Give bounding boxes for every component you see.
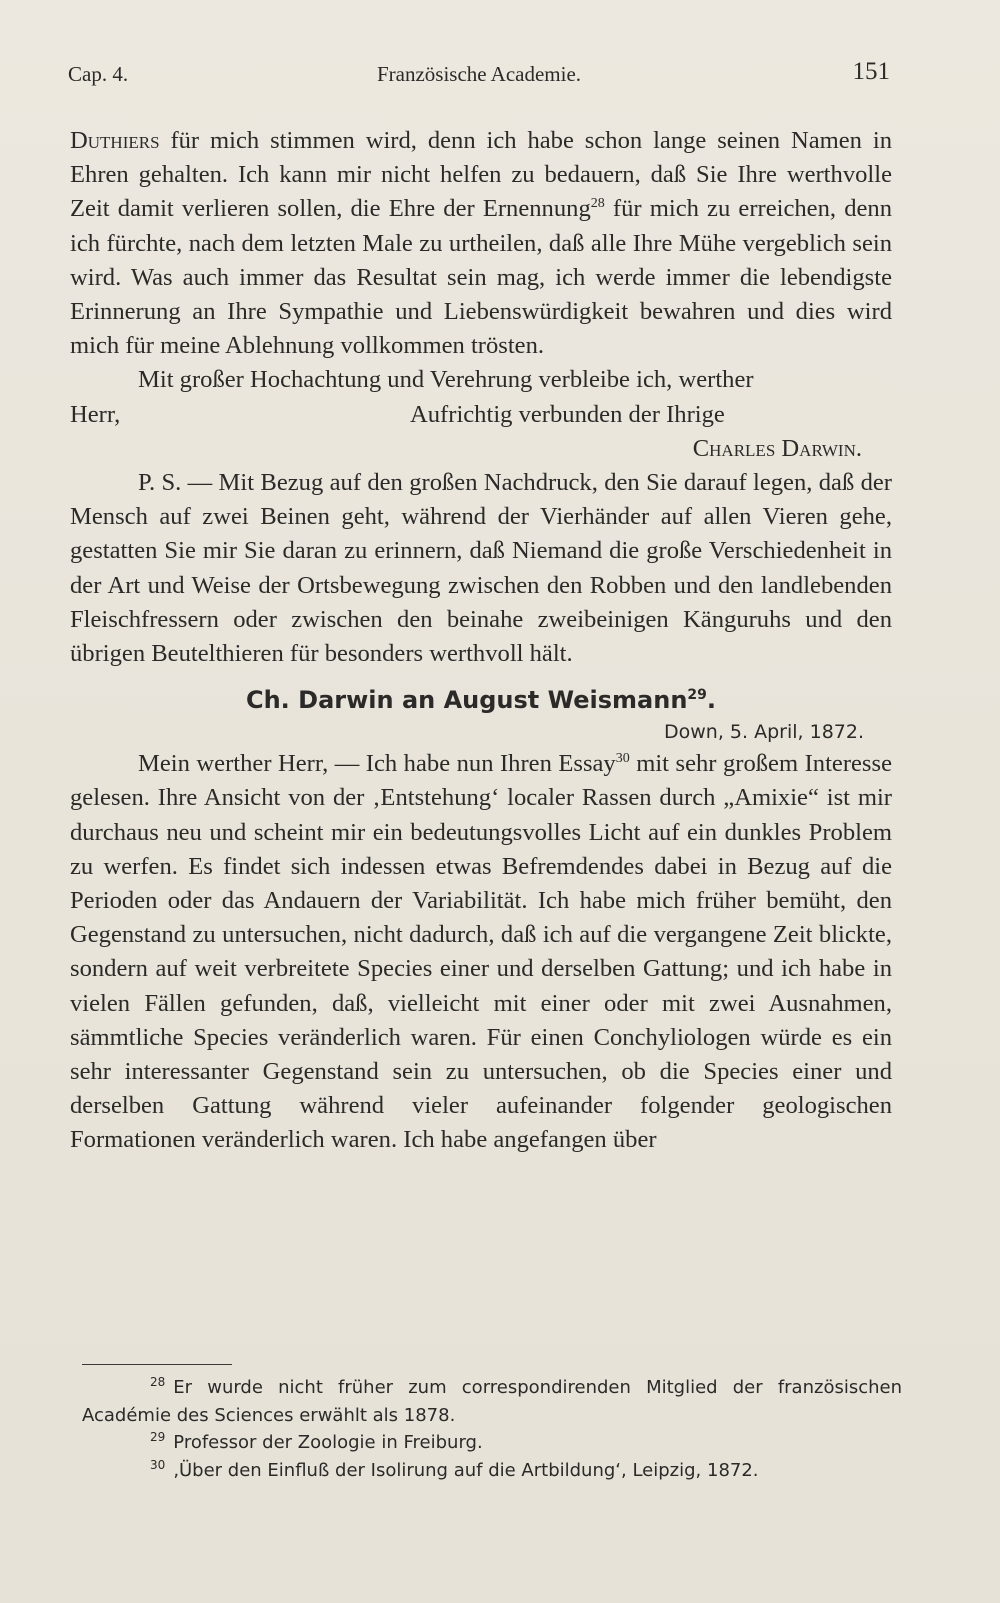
letter2-dateline: Down, 5. April, 1872. (664, 721, 864, 744)
running-header (68, 58, 890, 92)
footnote-29: $^{29}$ Professor der Zoologie in Freiburg. (150, 1430, 483, 1453)
footnote-rule (82, 1364, 232, 1365)
signature: Charles Darwin. (692, 434, 862, 462)
footnotes (82, 1374, 902, 1484)
running-title: Französische Academie. (376, 62, 582, 86)
closing-herr: Herr, (70, 400, 121, 428)
footnote-ref-30: 30 (615, 751, 630, 767)
footnote-ref-28: 28 (590, 196, 605, 212)
letter1-closing (70, 398, 892, 432)
letter1-paragraph-2: Mit großer Hochachtung und Verehrung verbleibe ich, werther (138, 366, 754, 394)
closing-sincerely: Aufrichtig verbunden der Ihrige (410, 400, 725, 428)
main-text (70, 124, 892, 1158)
chapter-label: Cap. 4. (68, 62, 129, 86)
footnote-28: $^{28}$ Er wurde nicht früher zum correspondirenden Mitglied der französischen Académie des Sciences erwählt als 1878. (82, 1375, 902, 1426)
footnote-30: $^{30}$ ‚Über den Einfluß der Isolirung auf die Artbildung‘, Leipzig, 1872. (150, 1457, 759, 1481)
letter2-heading: Ch. Darwin an August Weismann$^{29}$. (245, 686, 717, 715)
page-number: 151 (852, 58, 890, 85)
letter2-paragraph-1: Mein werther Herr, — Ich habe nun Ihren Essay$^{30}$ mit sehr großem Interesse gelesen. Ihre Ansicht von der ‚Entstehung‘ localer Rassen durch „Amixie“ ist mir durchaus neu und scheint mir ein bedeutungsvolles Licht auf ein dunkles Problem zu werfen. Es findet sich indessen etwas Befremdendes dabei in Bezug auf die Perioden oder das Andauern der Variabilität. Ich habe mich früher bemüht, den Gegenstand zu untersuchen, nicht dadurch, daß ich auf die vergangene Zeit blickte, sondern auf weit verbreitete Species einer und derselben Gattung; und ich habe in vielen Fällen gefunden, daß, vielleicht mit einer oder mit zwei Ausnahmen, sämmtliche Species veränderlich waren. Für einen Conchyliologen würde es ein sehr interessanter Gegenstand sein zu untersuchen, ob die Species einer und derselben Gattung während vieler aufeinander folgender geologischen Formationen veränderlich waren. Ich habe angefangen über (70, 750, 892, 1154)
postscript: P. S. — Mit Bezug auf den großen Nachdruck, den Sie darauf legen, daß der Mensch auf zwei Beinen geht, während der Vierhänder auf allen Vieren gehe, gestatten Sie mir Sie daran zu erinnern, daß Niemand die große Verschiedenheit in der Art und Weise der Ortsbewegung zwischen den Robben und den landlebenden Fleischfressern oder zwischen den beinahe zweibeinigen Känguruhs und den übrigen Beutelthieren für besonders werthvoll hält. (70, 469, 892, 668)
letter1-paragraph-1: Duthiers für mich stimmen wird, denn ich habe schon lange seinen Namen in Ehren gehalten. Ich kann mir nicht helfen zu bedauern, daß Sie Ihre werthvolle Zeit damit verlieren sollen, die Ehre der Ernennung$^{28}$ für mich zu erreichen, denn ich fürchte, nach dem letzten Male zu urtheilen, daß alle Ihre Mühe vergeblich sein wird. Was auch immer das Resultat sein mag, ich werde immer die lebendigste Erinnerung an Ihre Sympathie und Liebenswürdigkeit bewahren und dies wird mich für meine Ablehnung vollkommen trösten. (70, 127, 893, 360)
footnote-ref-29: 29 (687, 687, 707, 704)
name-duthiers: Duthiers (70, 127, 160, 154)
